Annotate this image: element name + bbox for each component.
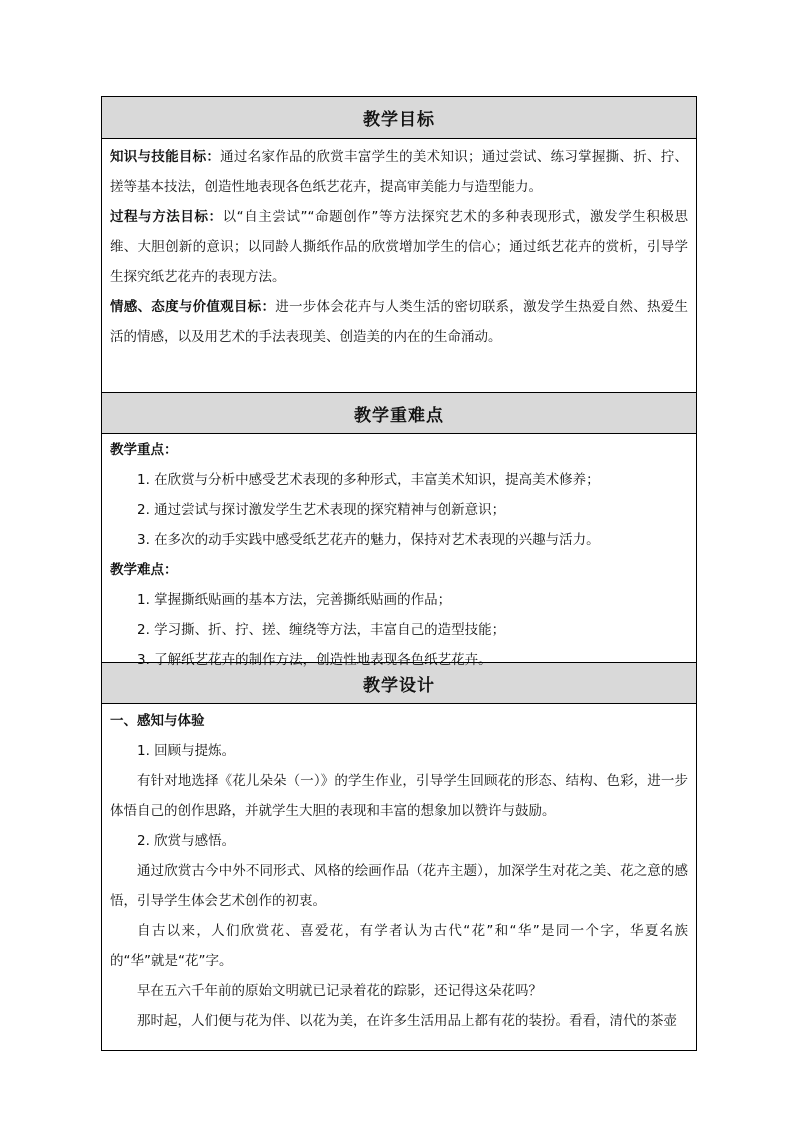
focus-label: 教学重点： bbox=[110, 442, 178, 458]
emotion-goal-text: 进一步体会花卉与人类生活的密切联系，激发学生热爱自然、热爱生活的情感，以及用艺术的手法表现美、创造美的内在的生命涌动。 bbox=[110, 299, 689, 345]
step1-text: 有针对地选择《花儿朵朵（一）》的学生作业，引导学生回顾花的形态、结构、色彩，进一步体悟自己的创作思路，并就学生大胆的表现和丰富的想象加以赞许与鼓励。 bbox=[110, 773, 688, 819]
knowledge-goal bbox=[110, 142, 688, 202]
focus-item: 1. 在欣赏与分析中感受艺术表现的多种形式，丰富美术知识，提高美术修养； bbox=[137, 472, 600, 488]
paragraph-teapot: 那时起，人们便与花为伴、以花为美，在许多生活用品上都有花的装扮。看看，清代的茶壶 bbox=[137, 1013, 677, 1029]
process-goal-label: 过程与方法目标： bbox=[110, 209, 223, 225]
emotion-goal bbox=[110, 292, 688, 352]
step1-heading: 1. 回顾与提炼。 bbox=[137, 743, 236, 759]
difficulty-item: 1. 掌握撕纸贴画的基本方法，完善撕纸贴画的作品； bbox=[137, 592, 452, 608]
focus-item: 3. 在多次的动手实践中感受纸艺花卉的魅力，保持对艺术表现的兴趣与活力。 bbox=[137, 532, 600, 548]
difficulty-item: 2. 学习撕、折、拧、搓、缠绕等方法，丰富自己的造型技能； bbox=[137, 622, 506, 638]
keypoints-header: 教学重难点 bbox=[102, 392, 696, 434]
step2-text: 通过欣赏古今中外不同形式、风格的绘画作品（花卉主题），加深学生对花之美、花之意的感悟，引导学生体会艺术创作的初衷。 bbox=[110, 863, 688, 909]
knowledge-goal-label: 知识与技能目标： bbox=[110, 149, 221, 165]
process-goal bbox=[110, 202, 688, 292]
paragraph-ancient: 早在五六千年前的原始文明就已记录着花的踪影，还记得这朵花吗？ bbox=[137, 983, 542, 999]
paragraph-hua: 自古以来，人们欣赏花、喜爱花，有学者认为古代“花”和“华”是同一个字，华夏名族的“华”就是“花”字。 bbox=[110, 923, 688, 969]
keypoints-body bbox=[102, 434, 696, 668]
section1-title: 一、感知与体验 bbox=[110, 713, 205, 729]
lesson-plan-table bbox=[101, 96, 697, 1051]
goals-header: 教学目标 bbox=[102, 97, 696, 139]
process-goal-text: 以“自主尝试”“命题创作”等方法探究艺术的多种表现形式，激发学生积极思维、大胆创新的意识；以同龄人撕纸作品的欣赏增加学生的信心；通过纸艺花卉的赏析，引导学生探究纸艺花卉的表现方法。 bbox=[110, 209, 688, 285]
emotion-goal-label: 情感、态度与价值观目标： bbox=[110, 299, 276, 315]
design-body bbox=[102, 704, 696, 1050]
design-header: 教学设计 bbox=[102, 662, 696, 704]
knowledge-goal-text: 通过名家作品的欣赏丰富学生的美术知识；通过尝试、练习掌握撕、折、拧、搓等基本技法，创造性地表现各色纸艺花卉，提高审美能力与造型能力。 bbox=[110, 149, 689, 195]
focus-item: 2. 通过尝试与探讨激发学生艺术表现的探究精神与创新意识； bbox=[137, 502, 506, 518]
difficulty-label: 教学难点： bbox=[110, 562, 178, 578]
step2-heading: 2. 欣赏与感悟。 bbox=[137, 833, 236, 849]
difficulty-item: 3. 了解纸艺花卉的制作方法，创造性地表现各色纸艺花卉。 bbox=[137, 652, 492, 668]
goals-body bbox=[102, 139, 696, 392]
